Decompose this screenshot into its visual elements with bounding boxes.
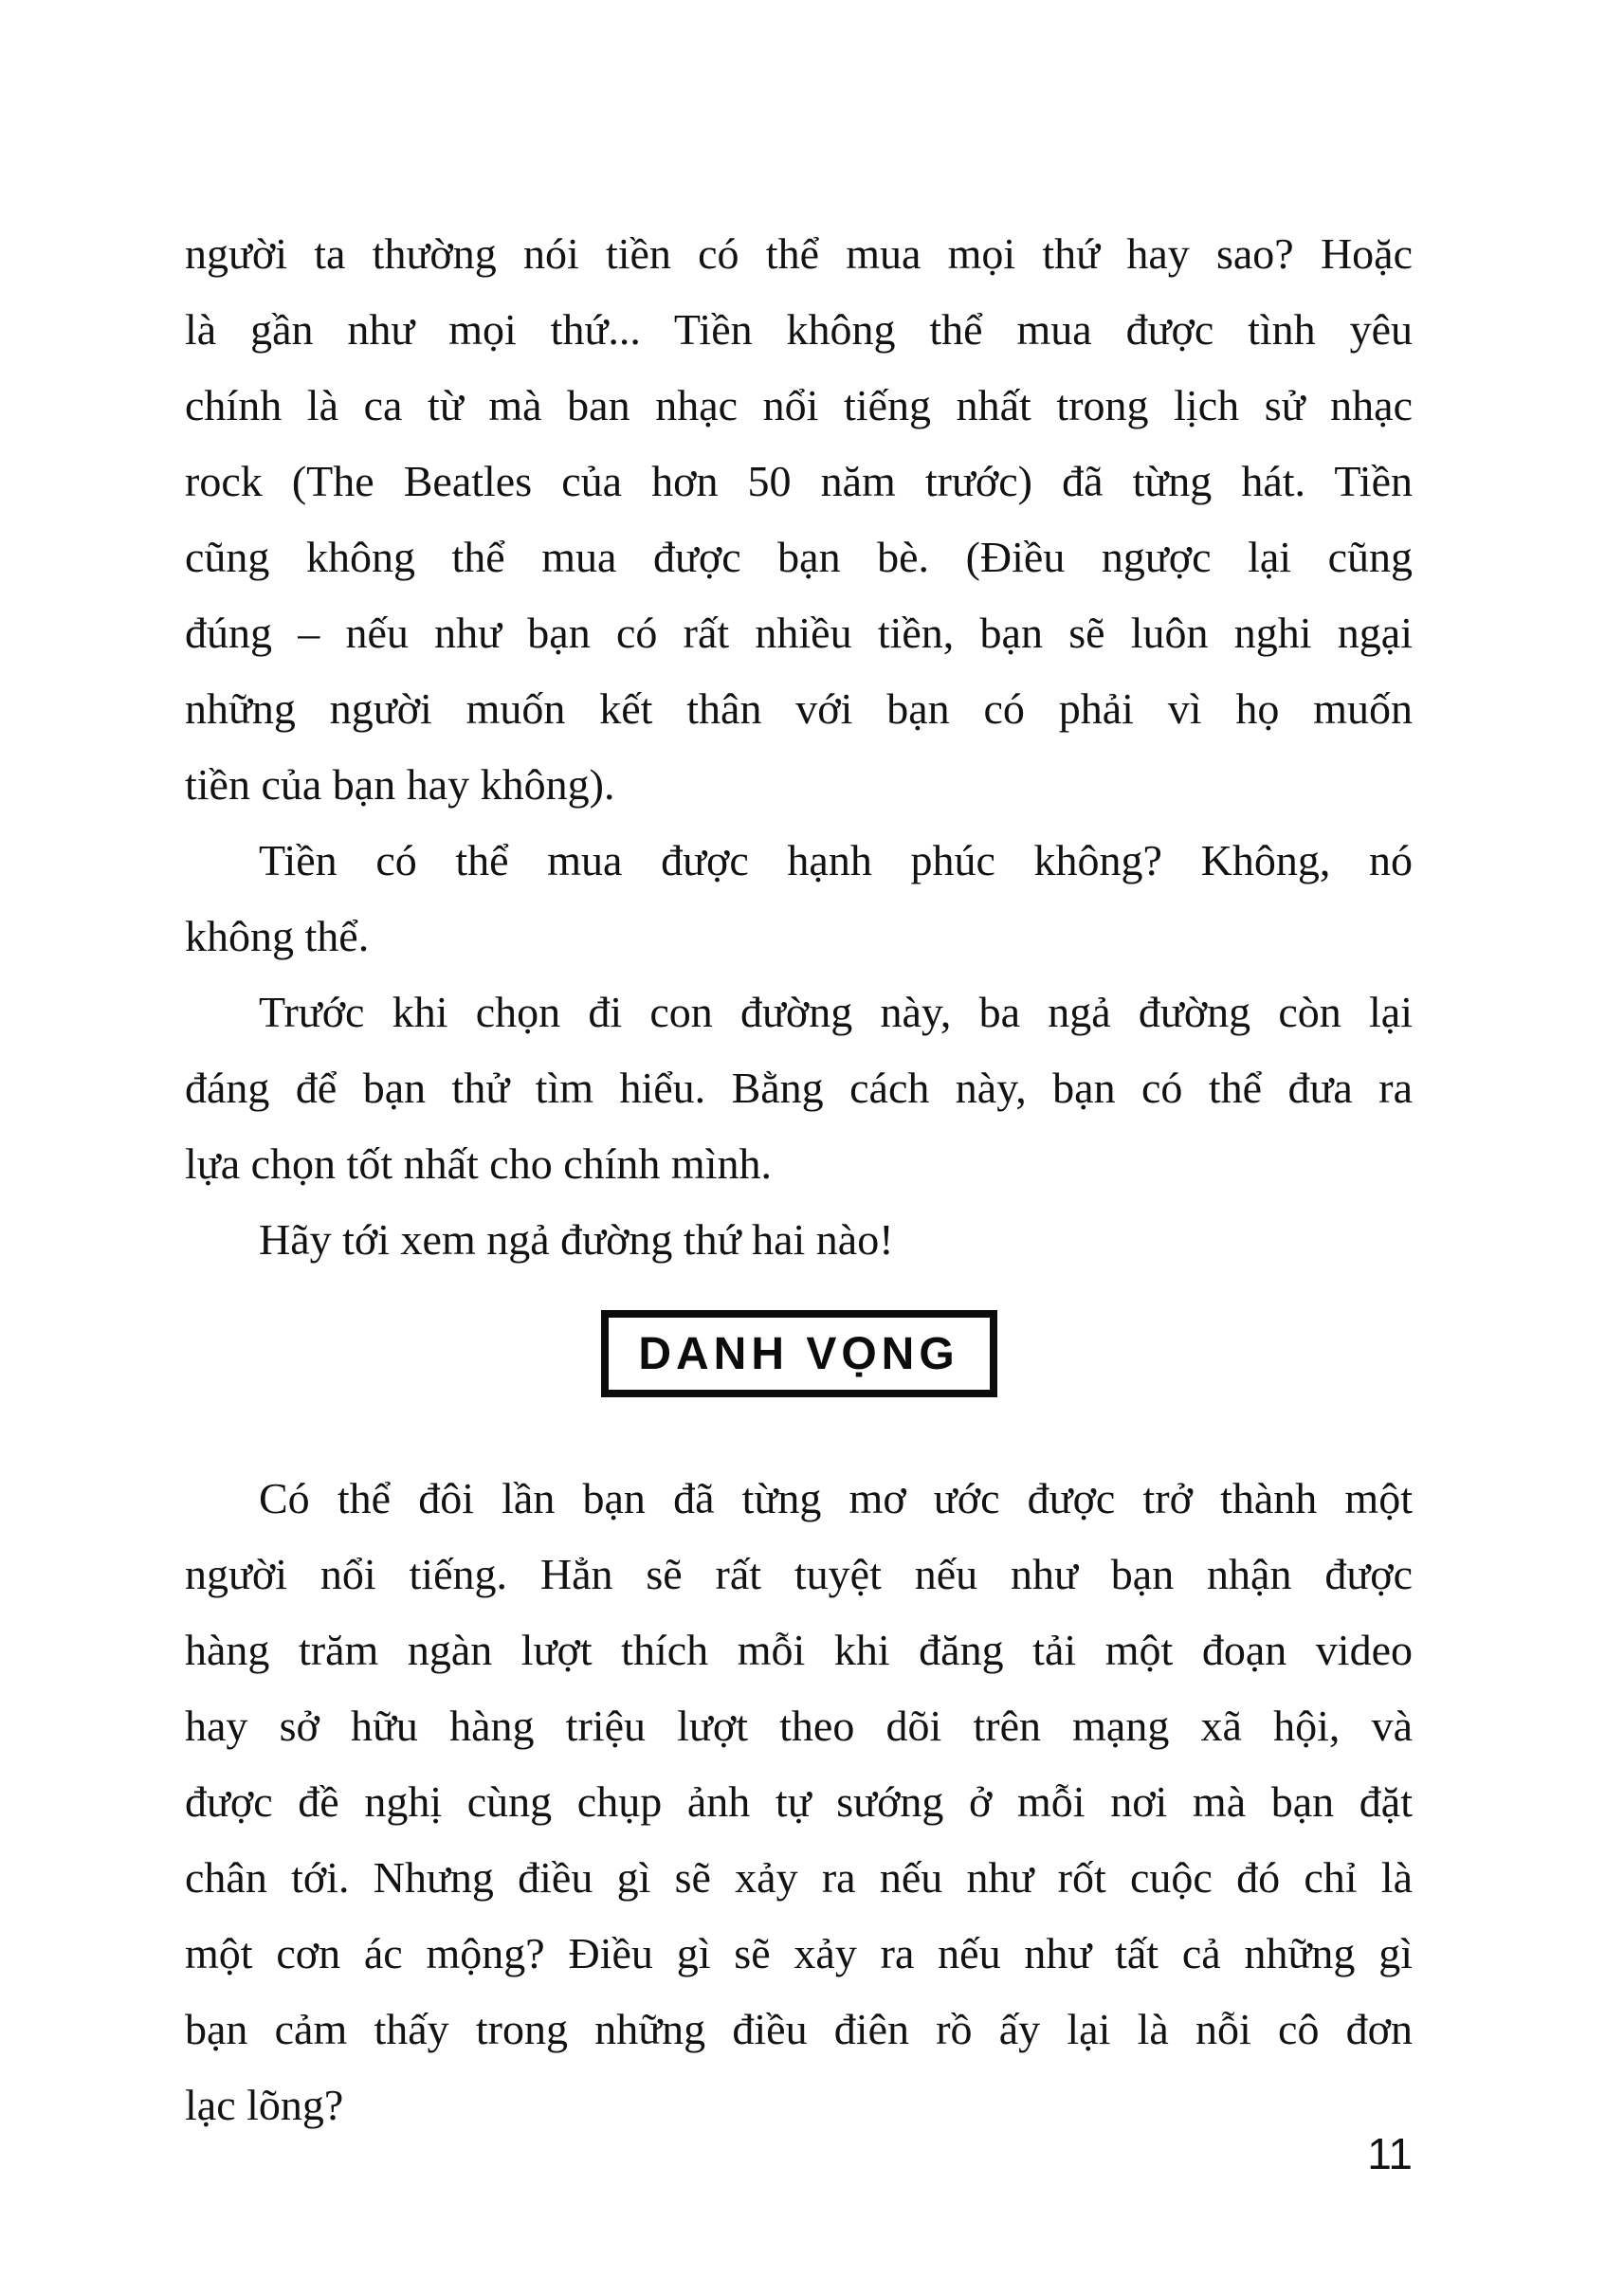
text-line: được đề nghị cùng chụp ảnh tự sướng ở mỗi nơi mà bạn đặt xyxy=(185,1777,1413,1826)
text-line: là gần như mọi thứ... Tiền không thể mua được tình yêu xyxy=(185,305,1413,354)
text-line: hàng trăm ngàn lượt thích mỗi khi đăng tải một đoạn video xyxy=(185,1626,1413,1674)
text-line: lạc lõng? xyxy=(185,2081,344,2129)
text-line: người nổi tiếng. Hẳn sẽ rất tuyệt nếu như bạn nhận được xyxy=(185,1550,1413,1598)
text-line: không thể. xyxy=(185,912,370,960)
text-line: đúng – nếu như bạn có rất nhiều tiền, bạn sẽ luôn nghi ngại xyxy=(185,609,1413,657)
text-line: cũng không thể mua được bạn bè. (Điều ngược lại cũng xyxy=(185,533,1413,581)
text-line: Có thể đôi lần bạn đã từng mơ ước được trở thành một xyxy=(259,1474,1413,1522)
text-line: Tiền có thể mua được hạnh phúc không? Không, nó xyxy=(259,836,1413,884)
text-line: những người muốn kết thân với bạn có phải vì họ muốn xyxy=(185,684,1413,733)
text-line: tiền của bạn hay không). xyxy=(185,760,615,809)
text-line: Trước khi chọn đi con đường này, ba ngả đường còn lại xyxy=(259,988,1413,1036)
text-line: người ta thường nói tiền có thể mua mọi thứ hay sao? Hoặc xyxy=(185,229,1413,278)
text-line: rock (The Beatles của hơn 50 năm trước) đã từng hát. Tiền xyxy=(185,457,1413,505)
text-line: hay sở hữu hàng triệu lượt theo dõi trên mạng xã hội, và xyxy=(185,1702,1413,1750)
text-column xyxy=(185,216,1413,2143)
text-line: đáng để bạn thử tìm hiểu. Bằng cách này, bạn có thể đưa ra xyxy=(185,1064,1413,1112)
section-heading-box xyxy=(601,1310,997,1397)
text-line: lựa chọn tốt nhất cho chính mình. xyxy=(185,1139,772,1188)
section-heading-label: DANH VỌNG xyxy=(638,1328,959,1379)
text-line: bạn cảm thấy trong những điều điên rồ ấy lại là nỗi cô đơn xyxy=(185,2005,1413,2053)
text-line: một cơn ác mộng? Điều gì sẽ xảy ra nếu như tất cả những gì xyxy=(185,1929,1413,1977)
text-line: chính là ca từ mà ban nhạc nổi tiếng nhất trong lịch sử nhạc xyxy=(185,381,1413,429)
text-line: chân tới. Nhưng điều gì sẽ xảy ra nếu như rốt cuộc đó chỉ là xyxy=(185,1853,1413,1902)
page-number: 11 xyxy=(1367,2129,1413,2178)
text-line: Hãy tới xem ngả đường thứ hai nào! xyxy=(259,1215,894,1264)
